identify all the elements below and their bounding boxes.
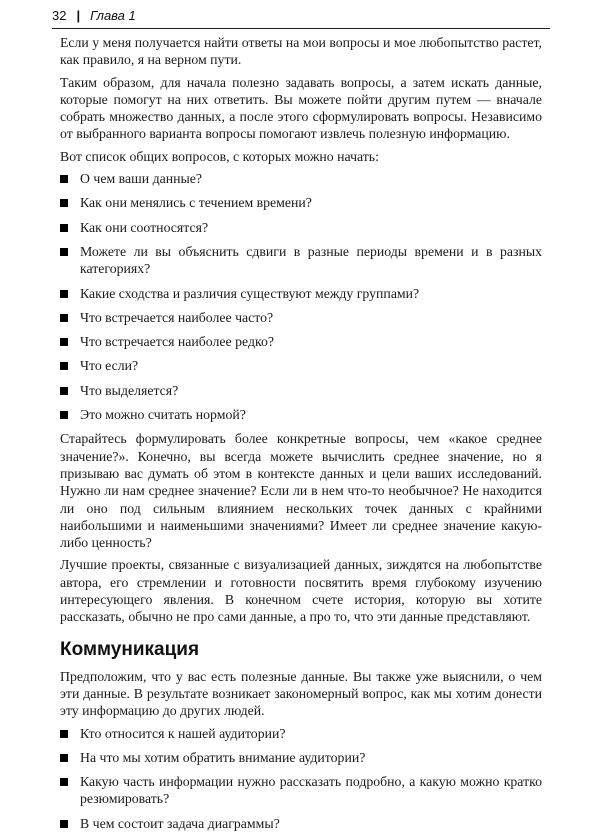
paragraph: Таким образом, для начала полезно задавать вопросы, а затем искать данные, которые помогут на них ответить. Вы можете пойти другим путем — вначале собрать множество данных, а после этого сформулировать вопросы. Независимо от выбранного варианта вопросы помогают извлечь полезную информацию. [60,74,542,142]
list-item [60,382,542,399]
list-item-text: Что встречается наиболее редко? [80,334,274,350]
paragraph: Лучшие проекты, связанные с визуализацией данных, зиждятся на любопытстве автора, его стремлении и готовности посвятить время глубокому изучению интересующего явления. В конечном счете история, которую вы хотите рассказать, обычно не про сами данные, а про то, что эти данные представляют. [60,557,542,625]
list-item [60,243,542,278]
square-bullet-icon [60,411,68,419]
running-header [52,4,550,29]
paragraph: Вот список общих вопросов, с которых можно начать: [60,148,379,164]
list-item [60,333,542,350]
square-bullet-icon [60,387,68,395]
list-item [60,285,542,302]
communication-questions-list [60,725,542,832]
list-item [60,725,542,742]
list-item [60,773,542,808]
list-item [60,406,542,423]
paragraph: Если у меня получается найти ответы на мои вопросы и мое любопытство растет, как правило, я на верном пути. [60,35,542,68]
paragraph: Предположим, что у вас есть полезные данные. Вы также уже выяснили, о чем эти данные. В результате возникает закономерный вопрос, как мы хотим донести эту информацию до других людей. [60,668,542,719]
list-item-text: О чем ваши данные? [80,171,202,187]
square-bullet-icon [60,224,68,232]
list-item-text: Это можно считать нормой? [80,407,246,423]
list-item-text: Что если? [80,358,139,374]
list-item [60,815,542,832]
square-bullet-icon [60,248,68,256]
square-bullet-icon [60,199,68,207]
square-bullet-icon [60,730,68,738]
list-item [60,309,542,326]
list-item [60,357,542,374]
list-item-text: Какие сходства и различия существуют между группами? [80,285,420,301]
square-bullet-icon [60,754,68,762]
square-bullet-icon [60,362,68,370]
square-bullet-icon [60,338,68,346]
page-content [60,34,542,839]
list-item-text: На что мы хотим обратить внимание аудитории? [80,749,366,765]
list-item-text: Как они менялись с течением времени? [80,195,312,211]
chapter-title: Глава 1 [90,8,136,23]
paragraph: Старайтесь формулировать более конкретные вопросы, чем «какое среднее значение?». Конечно, вы всегда можете вычислить среднее значение, но я призываю вас думать об этом в контексте данных и цели ваших исследований. Нужно ли нам среднее значение? Если ли в нем что-то необычное? Не находится ли оно под сильным влиянием нескольких точек данных с крайними наибольшими и наименьшими значениями? Имеет ли среднее значение какую-либо ценность? [60,431,542,551]
square-bullet-icon [60,778,68,786]
list-item-text: Что выделяется? [80,382,179,398]
list-item-text: Какую часть информации нужно рассказать подробно, а какую можно кратко резюмировать? [80,774,542,807]
list-item [60,749,542,766]
questions-list [60,170,542,423]
list-item [60,219,542,236]
square-bullet-icon [60,175,68,183]
section-heading: Коммуникация [60,638,200,660]
list-item-text: Как они соотносятся? [80,219,209,235]
list-item [60,194,542,211]
list-item-text: Кто относится к нашей аудитории? [80,725,286,741]
list-item-text: Можете ли вы объяснить сдвиги в разные периоды времени и в разных категориях? [80,243,542,277]
list-item [60,170,542,187]
list-item-text: Что встречается наиболее часто? [80,309,274,325]
square-bullet-icon [60,290,68,298]
page-number: 32 [52,8,67,23]
list-item-text: В чем состоит задача диаграммы? [80,815,280,831]
square-bullet-icon [60,820,68,828]
square-bullet-icon [60,314,68,322]
header-separator: | [76,8,81,23]
